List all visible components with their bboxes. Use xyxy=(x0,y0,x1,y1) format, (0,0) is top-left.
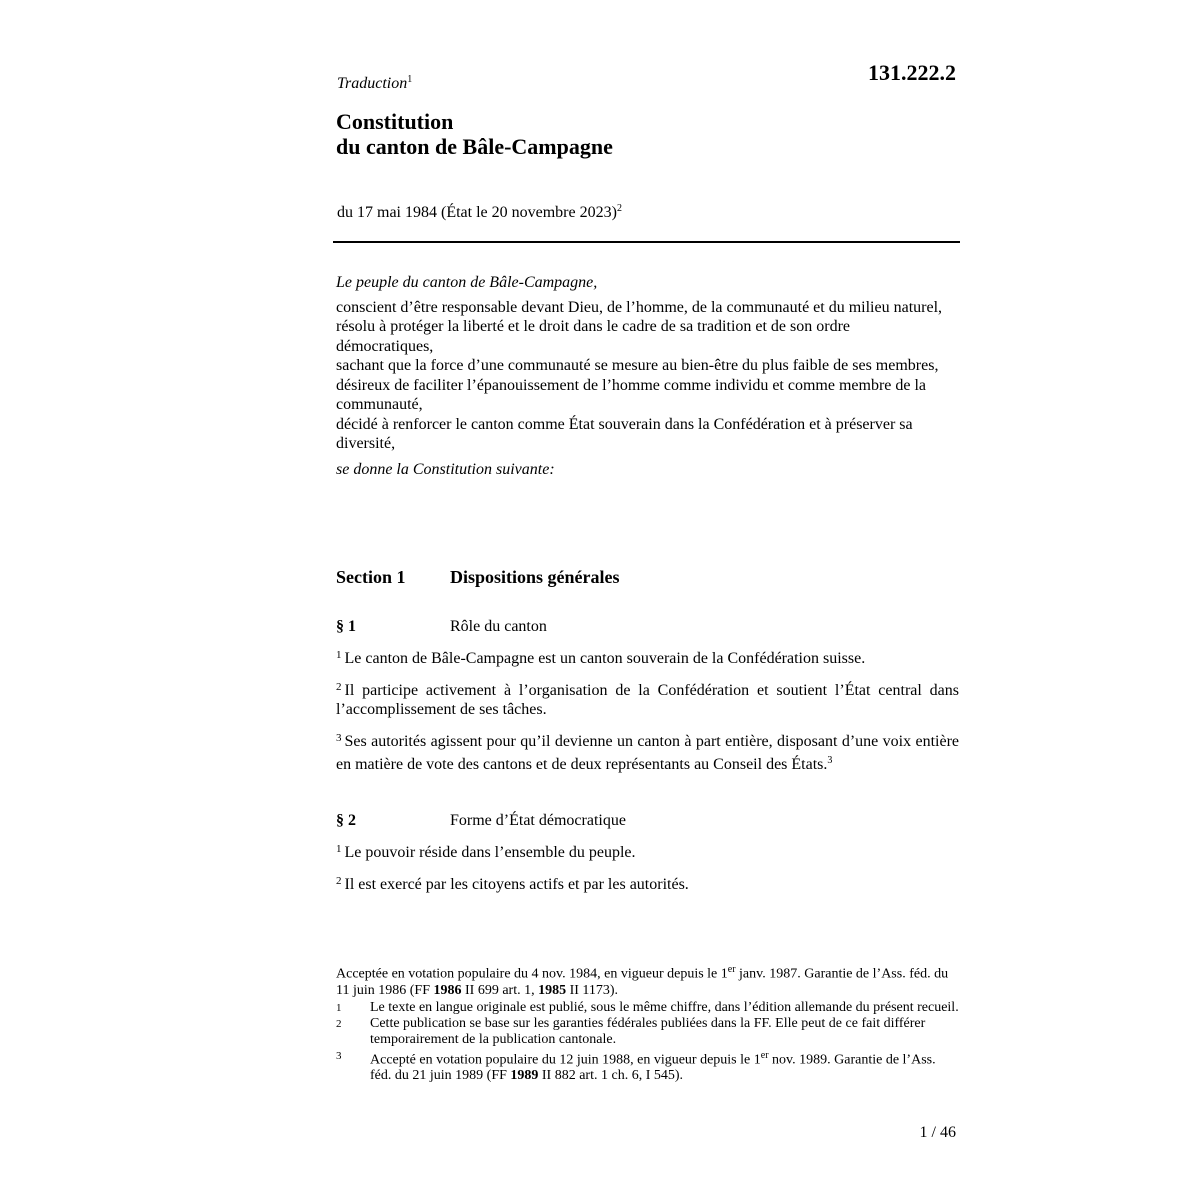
footnote-number: 1 xyxy=(336,1001,342,1014)
adoption-note-year: 1986 xyxy=(433,982,462,998)
footnote-text xyxy=(370,1048,959,1085)
document-title xyxy=(336,109,613,159)
section-number: Section 1 xyxy=(336,567,406,587)
adoption-note-text: janv. 1987. Garantie de l’Ass. féd. du 11 juin 1986 (FF xyxy=(336,966,949,998)
paragraph-number: 2 xyxy=(336,680,342,693)
article-number: § 2 xyxy=(336,812,356,829)
article-2 xyxy=(336,812,959,903)
article-number: § 1 xyxy=(336,618,356,635)
footnote-1 xyxy=(336,1000,959,1016)
preamble-line: conscient d’être responsable devant Dieu, de l’homme, de la communauté et du milieu naturel, xyxy=(336,298,943,316)
paragraph-number: 1 xyxy=(336,843,342,855)
translation-label-text: Traduction xyxy=(337,75,408,92)
paragraph-text: Il participe activement à l’organisation de la Confédération et soutient l’État central dans l’accomplissement de ses tâches. xyxy=(336,681,959,718)
footnote-number: 2 xyxy=(336,1017,342,1030)
preamble-line: sachant que la force d’une communauté se mesure au bien-être du plus faible de ses membres, xyxy=(336,357,939,374)
article-heading xyxy=(336,812,959,833)
footnote-year: 1989 xyxy=(510,1068,539,1084)
preamble-line: résolu à protéger la liberté et le droit dans le cadre de sa tradition et de son ordre démocratiques, xyxy=(336,318,851,355)
preamble-line: décidé à renforcer le canton comme État souverain dans la Confédération et à préserver sa diversité, xyxy=(336,415,913,452)
paragraph-text: Ses autorités agissent pour qu’il devienne un canton à part entière, disposant d’une voix entière en matière de vote des cantons et de deux représentants au Conseil des États. xyxy=(336,732,959,773)
adoption-note xyxy=(336,962,959,999)
article-paragraph xyxy=(336,729,959,775)
footnotes xyxy=(336,962,959,1084)
section-heading xyxy=(336,567,620,588)
footnote-number: 3 xyxy=(336,1049,342,1062)
adoption-note-year: 1985 xyxy=(538,982,567,998)
footnote-ref-2[interactable]: 2 xyxy=(616,203,622,214)
adoption-note-text: II 1173). xyxy=(566,982,619,998)
footnote-3 xyxy=(336,1048,959,1085)
footnote-text-part: nov. 1989. Garantie de l’Ass. féd. du 21 juin 1989 (FF xyxy=(370,1052,936,1084)
adoption-note-sup: er xyxy=(727,964,736,975)
sr-number: 131.222.2 xyxy=(868,60,956,85)
header-divider xyxy=(333,241,960,243)
footnote-text-part: II 882 art. 1 ch. 6, I 545). xyxy=(538,1068,684,1084)
paragraph-text: Le canton de Bâle-Campagne est un canton souverain de la Confédération suisse. xyxy=(344,650,866,667)
article-title: Forme d’État démocratique xyxy=(450,812,626,829)
date-line xyxy=(337,203,622,222)
paragraph-number: 2 xyxy=(336,874,342,887)
article-heading xyxy=(336,618,959,639)
adoption-note-text: II 699 art. 1, xyxy=(461,982,539,998)
footnote-ref-1[interactable]: 1 xyxy=(407,74,413,85)
translation-label xyxy=(337,74,412,93)
title-line-2: du canton de Bâle-Campagne xyxy=(336,134,613,159)
footnote-ref-3[interactable]: 3 xyxy=(827,755,833,766)
article-1 xyxy=(336,618,959,784)
paragraph-text: Il est exercé par les citoyens actifs et par les autorités. xyxy=(344,875,689,893)
document-page xyxy=(336,0,959,1200)
page-number: 1 / 46 xyxy=(919,1124,956,1141)
preamble xyxy=(336,273,959,479)
footnote-text: Cette publication se base sur les garanties fédérales publiées dans la FF. Elle peut de ce fait différer temporairement de la publication cantonale. xyxy=(370,1015,926,1047)
adoption-note-text: Acceptée en votation populaire du 4 nov. 1984, en vigueur depuis le 1 xyxy=(336,966,728,982)
footnote-text-part: Accepté en votation populaire du 12 juin 1988, en vigueur depuis le 1 xyxy=(370,1052,761,1068)
article-paragraph xyxy=(336,840,959,863)
paragraph-number: 3 xyxy=(336,731,342,744)
footnote-2 xyxy=(336,1016,959,1048)
preamble-intro: Le peuple du canton de Bâle-Campagne, xyxy=(336,274,598,291)
paragraph-number: 1 xyxy=(336,649,342,661)
date-text: du 17 mai 1984 (État le 20 novembre 2023) xyxy=(337,204,617,221)
footnote-sup: er xyxy=(760,1049,769,1061)
article-paragraph xyxy=(336,646,959,669)
section-title: Dispositions générales xyxy=(450,567,620,587)
preamble-outro: se donne la Constitution suivante: xyxy=(336,460,555,478)
article-title: Rôle du canton xyxy=(450,618,547,635)
preamble-line: désireux de faciliter l’épanouissement de l’homme comme individu et comme membre de la communauté, xyxy=(336,376,927,413)
article-paragraph xyxy=(336,678,959,720)
title-line-1: Constitution xyxy=(336,109,454,134)
paragraph-text: Le pouvoir réside dans l’ensemble du peuple. xyxy=(344,844,636,861)
footnote-text: Le texte en langue originale est publié, sous le même chiffre, dans l’édition allemande du présent recueil. xyxy=(370,999,959,1015)
article-paragraph xyxy=(336,872,959,895)
